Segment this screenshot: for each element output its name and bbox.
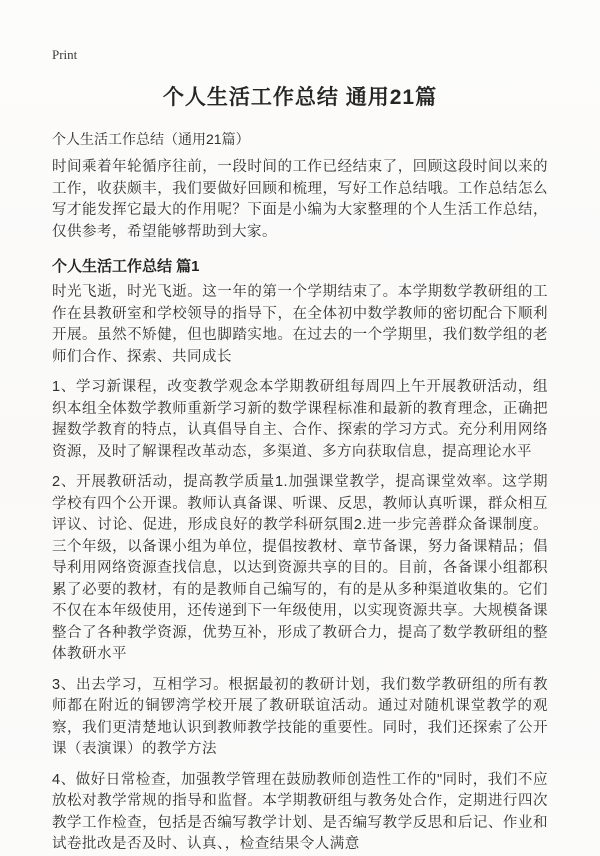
paragraph-item-4: 4、做好日常检查，加强教学管理在鼓励教师创造性工作的"同时，我们不应放松对教学常规的指导和监督。本学期教研组与教务处合作，定期进行四次教学工作检查，包括是否编写教学计划、是否编写教学反思和后记、作业和试卷批改是否及时、认真、，检查结果令人满意	[52, 771, 548, 852]
paragraph-item-3: 3、出去学习，互相学习。根据最初的教研计划，我们数学教研组的所有教师都在附近的铜锣湾学校开展了教研联谊活动。通过对随机课堂教学的观察，我们更清楚地认识到教师教学技能的重要性。同时，我们还探索了公开课（表演课）的教学方法	[52, 676, 548, 757]
section-heading-part1: 个人生活工作总结 篇1	[52, 258, 200, 275]
paragraph-overview: 时光飞逝，时光飞逝。这一年的第一个学期结束了。本学期数学教研组的工作在县教研室和学校领导的指导下，在全体初中数学教师的密切配合下顺利开展。虽然不矫健，但也脚踏实地。在过去的一个学期里，我们数学组的老师们合作、探索、共同成长	[52, 284, 548, 365]
document-subtitle: 个人生活工作总结（通用21篇）	[52, 131, 250, 147]
paragraph-item-2: 2、开展教研活动，提高教学质量1.加强课堂教学，提高课堂效率。这学期学校有四个公开课。教师认真备课、听课、反思，教师认真听课，群众相互评议、讨论、促进，形成良好的教学科研氛围2.进一步完善群众备课制度。三个年级，以备课小组为单位，提倡按教材、章节备课，努力备课精品；倡导利用网络资源查找信息，以达到资源共享的目的。目前，各备课小组都积累了必要的教材，有的是教师自己编写的，有的是从多种渠道收集的。它们不仅在本年级使用，还传递到下一年级使用，以实现资源共享。大规模备课整合了各种教学资源，优势互补，形成了教研合力，提高了数学教研组的整体教研水平	[52, 474, 548, 662]
intro-paragraph: 时间乘着年轮循序往前，一段时间的工作已经结束了，回顾这段时间以来的工作，收获颇丰，我们要做好回顾和梳理，写好工作总结哦。工作总结怎么写才能发挥它最大的作用呢？下面是小编为大家整理的个人生活工作总结，仅供参考，希望能够帮助到大家。	[52, 159, 548, 240]
document-title: 个人生活工作总结 通用21篇	[162, 86, 438, 109]
paragraph-item-1: 1、学习新课程，改变教学观念本学期教研组每周四上午开展教研活动，组织本组全体数学教师重新学习新的数学课程标准和最新的教育理念，正确把握数学教育的特点，认真倡导自主、合作、探索的学习方式。充分利用网络资源，及时了解课程改革动态，多渠道、多方向获取信息，提高理论水平	[52, 379, 548, 460]
print-button[interactable]: Print	[52, 47, 78, 62]
